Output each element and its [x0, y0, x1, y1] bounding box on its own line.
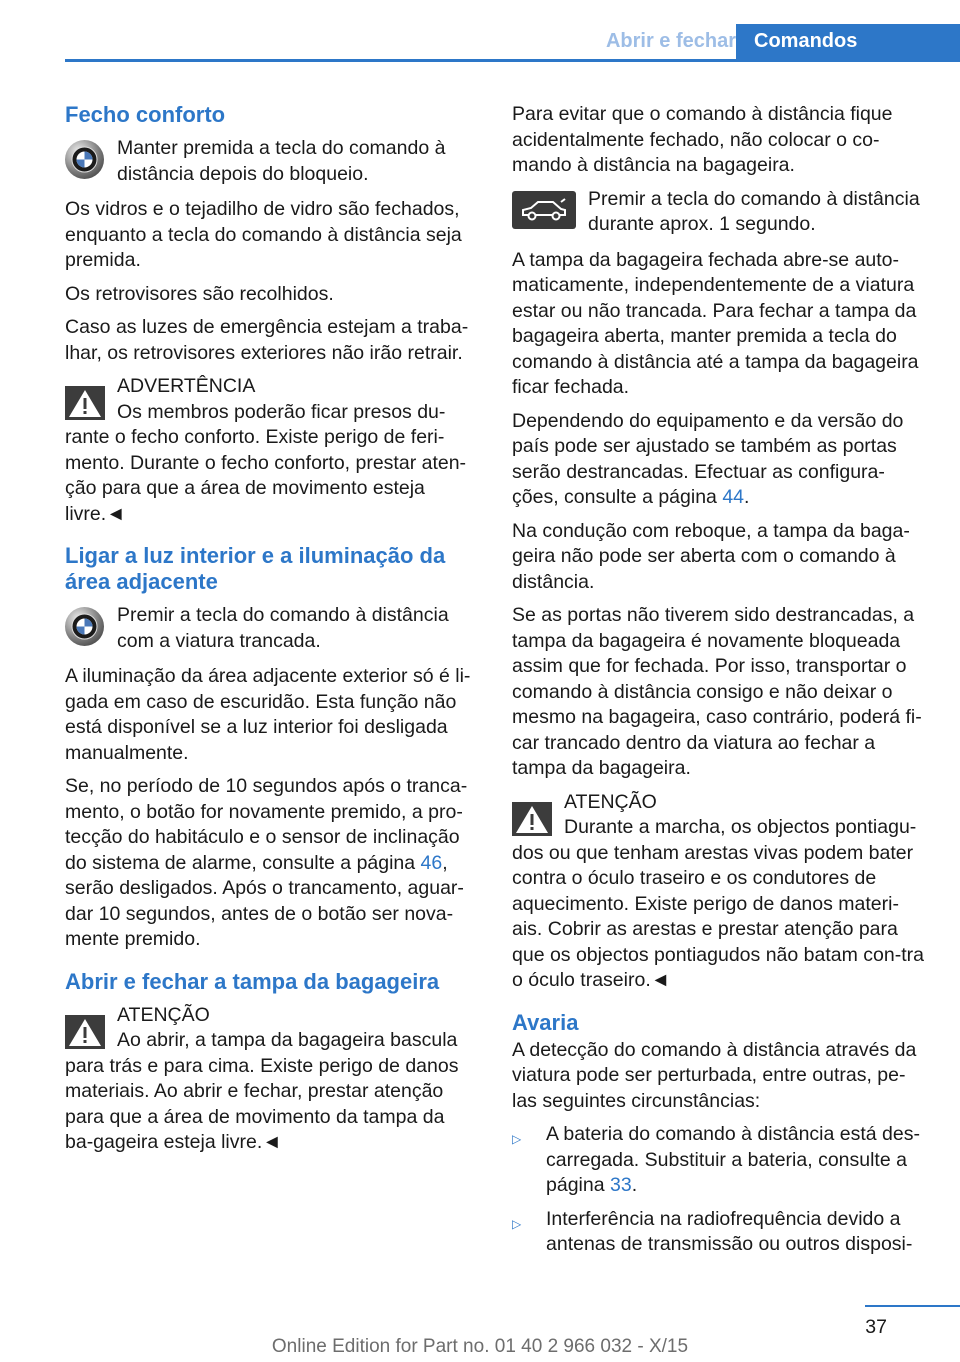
bmw-key-icon: [65, 607, 104, 646]
list-item: ▷ Interferência na radiofrequência devido a antenas de transmissão ou outros disposi-: [512, 1207, 913, 1255]
list-item: ▷ A bateria do comando à distância está des-carregada. Substituir a bateria, consulte a página 33.: [512, 1123, 920, 1196]
trunk-paragraph-3: Dependendo do equipamento e da versão do país pode ser ajustado se também as portas serão destrancadas. Efectuar as configura-ções, consulte a página 44.: [512, 409, 904, 508]
bmw-key-icon: [65, 140, 104, 179]
warning-text: Os membros poderão ficar presos du-rante o fecho conforto. Existe perigo de feri-mento. Durante o fecho conforto, prestar aten-ção para que a área de movimento esteja livre.◄: [65, 400, 467, 525]
trunk-instruction-text: Premir a tecla do comando à distância durante aprox. 1 segundo.: [588, 187, 920, 235]
heading-interior-light: Ligar a luz interior e a iluminação da área adjacente: [65, 543, 446, 594]
edition-note: Online Edition for Part no. 01 40 2 966 032 - X/15: [271, 1336, 689, 1357]
comfort-paragraph-2: Os retrovisores são recolhidos.: [65, 282, 334, 305]
light-paragraph-1: A iluminação da área adjacente exterior só é li-gada em caso de escuridão. Esta função não está disponível se a luz interior foi desligada manualmente.: [65, 665, 471, 764]
warning-trunk: [65, 1003, 477, 1156]
comfort-instruction-text: Manter premida a tecla do comando à distância depois do bloqueio.: [117, 137, 446, 185]
heading-fault: Avaria: [512, 1009, 579, 1035]
light-instruction-text: Premir a tecla do comando à distância com a viatura trancada.: [117, 604, 449, 652]
heading-comfort-closing: Fecho conforto: [65, 102, 226, 127]
fault-list: [512, 1122, 928, 1258]
trunk-paragraph-2: A tampa da bagageira fechada abre-se auto-maticamente, independentemente de a viatura estar ou não trancada. Para fechar a tampa da bagageira aberta, manter premida a tecla do comando à distância até a tampa da bagageira ficar fechada.: [512, 248, 919, 398]
warning-triangle-icon: [65, 386, 105, 420]
trunk-button-icon: [512, 191, 576, 229]
warning-title: ATENÇÃO: [117, 1003, 210, 1026]
comfort-paragraph-1: Os vidros e o tejadilho de vidro são fechados, enquanto a tecla do comando à distância seja premida.: [65, 198, 462, 271]
page-link-46[interactable]: 46: [420, 851, 443, 874]
trunk-paragraph-5: Se as portas não tiverem sido destrancadas, a tampa da bagageira é novamente bloqueada assim que for fechada. Por isso, transportar o comando à distância consigo e não deixar o mesmo na bagageira, caso contrário, poderá fi-car trancado dentro da viatura ao fechar a tampa da bagageira.: [512, 604, 922, 779]
trunk-paragraph-1: Para evitar que o comando à distância fique acidentalmente fechado, não colocar o co-mando à distância na bagageira.: [512, 103, 893, 176]
light-instruction: [65, 603, 477, 654]
warning-triangle-icon: [65, 1015, 105, 1049]
page-number: 37: [865, 1316, 887, 1338]
bullet-triangle-icon: ▷: [512, 1132, 522, 1146]
warning-text: Durante a marcha, os objectos pontiagu-dos ou que tenham arestas vivas podem bater contra o óculo traseiro e os condutores de aquecimento. Existe perigo de danos materi-ais. Cobrir as arestas e prestar atenção para que os objectos pontiagudos não batam con-tra o óculo traseiro.◄: [512, 816, 924, 991]
page-link-33[interactable]: 33: [609, 1174, 632, 1196]
footer-divider: [865, 1305, 960, 1307]
comfort-paragraph-3: Caso as luzes de emergência estejam a traba-lhar, os retrovisores exteriores não irão retrair.: [65, 316, 469, 364]
right-column: [512, 102, 928, 1266]
heading-trunk: Abrir e fechar a tampa da bagageira: [65, 968, 440, 994]
warning-comfort: [65, 374, 477, 527]
comfort-instruction: [65, 136, 477, 187]
light-paragraph-2: Se, no período de 10 segundos após o tranca-mento, o botão for novamente premido, a pro-tecção do habitáculo e o sensor de inclinação do sistema de alarme, consulte a página 46, serão desligados. Após o trancamento, aguar-dar 10 segundos, antes de o botão ser nova-mente premido.: [65, 775, 468, 950]
trunk-paragraph-4: Na condução com reboque, a tampa da baga-geira não pode ser aberta com o comando à distância.: [512, 519, 910, 593]
page-link-44[interactable]: 44: [722, 486, 745, 508]
warning-title: ATENÇÃO: [564, 790, 657, 813]
page-header: [65, 24, 960, 62]
tab-controls[interactable]: Comandos: [736, 24, 960, 62]
warning-rear-window: [512, 790, 928, 994]
left-column: [65, 102, 477, 1166]
warning-triangle-icon: [512, 802, 552, 836]
trunk-instruction: [512, 187, 928, 238]
warning-text: Ao abrir, a tampa da bagageira bascula para trás e para cima. Existe perigo de danos materiais. Ao abrir e fechar, prestar atenção para que a área de movimento da tampa da ba-gageira esteja livre.◄: [65, 1029, 459, 1153]
fault-paragraph: A detecção do comando à distância através da viatura pode ser perturbada, entre outras, pe-las seguintes circunstâncias:: [512, 1038, 917, 1112]
bullet-triangle-icon: ▷: [512, 1216, 522, 1231]
tab-open-close[interactable]: Abrir e fechar: [605, 30, 736, 52]
warning-title: ADVERTÊNCIA: [117, 375, 256, 397]
